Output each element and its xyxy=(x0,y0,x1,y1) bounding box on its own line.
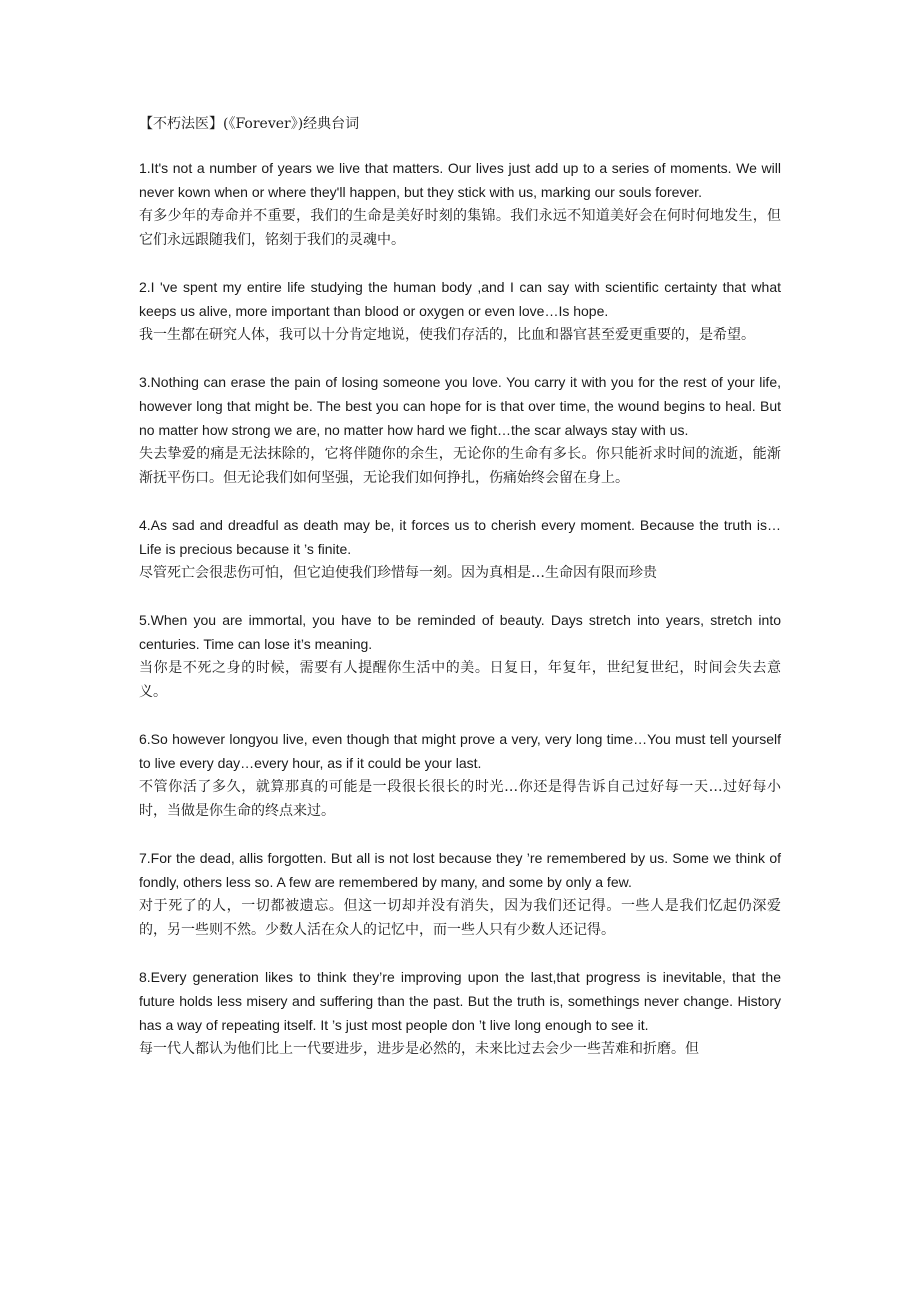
quote-item xyxy=(139,156,781,252)
quote-english: 1.It's not a number of years we live that matters. Our lives just add up to a series of moments. We will never kown when or where they'll happen, but they stick with us, marking our souls forever. xyxy=(139,160,781,200)
quote-item xyxy=(139,727,781,823)
quote-chinese: 当你是不死之身的时候，需要有人提醒你生活中的美。日复日，年复年，世纪复世纪，时间会失去意义。 xyxy=(139,660,781,700)
quote-english: 2.I 've spent my entire life studying the human body ,and I can say with scientific certainty that what keeps us alive, more important than blood or oxygen or even love…Is hope. xyxy=(139,279,781,319)
quote-english: 3.Nothing can erase the pain of losing someone you love. You carry it with you for the rest of your life, however long that might be. The best you can hope for is that over time, the wound begins to heal. But no matter how strong we are, no matter how hard we fight…the scar always stay with us. xyxy=(139,374,781,438)
document-page xyxy=(139,114,781,1084)
quote-english: 4.As sad and dreadful as death may be, it forces us to cherish every moment. Because the truth is…Life is precious because it ’s finite. xyxy=(139,517,781,557)
quote-item xyxy=(139,370,781,490)
quote-item xyxy=(139,608,781,704)
quote-chinese: 尽管死亡会很悲伤可怕，但它迫使我们珍惜每一刻。因为真相是…生命因有限而珍贵 xyxy=(139,565,657,581)
document-title: 【不朽法医】(《Forever》)经典台词 xyxy=(139,116,360,132)
quote-item xyxy=(139,965,781,1061)
quote-english: 5.When you are immortal, you have to be reminded of beauty. Days stretch into years, stretch into centuries. Time can lose it’s meaning. xyxy=(139,612,781,652)
quote-english: 8.Every generation likes to think they’re improving upon the last,that progress is inevitable, that the future holds less misery and suffering than the past. But the truth is, somethings never change. History has a way of repeating itself. It ’s just most people don ’t live long enough to see it. xyxy=(139,969,781,1033)
quote-item xyxy=(139,846,781,942)
quote-english: 6.So however longyou live, even though that might prove a very, very long time…You must tell yourself to live every day…every hour, as if it could be your last. xyxy=(139,731,781,771)
quote-chinese: 不管你活了多久，就算那真的可能是一段很长很长的时光…你还是得告诉自己过好每一天…过好每小时，当做是你生命的终点来过。 xyxy=(139,779,781,819)
quote-chinese: 失去挚爱的痛是无法抹除的，它将伴随你的余生，无论你的生命有多长。你只能祈求时间的流逝，能渐渐抚平伤口。但无论我们如何坚强，无论我们如何挣扎，伤痛始终会留在身上。 xyxy=(139,446,781,486)
quote-chinese: 我一生都在研究人体，我可以十分肯定地说，使我们存活的，比血和器官甚至爱更重要的，是希望。 xyxy=(139,327,755,343)
quote-chinese: 有多少年的寿命并不重要，我们的生命是美好时刻的集锦。我们永远不知道美好会在何时何地发生，但它们永远跟随我们，铭刻于我们的灵魂中。 xyxy=(139,208,781,248)
quote-item xyxy=(139,513,781,585)
quote-item xyxy=(139,275,781,347)
quote-chinese: 每一代人都认为他们比上一代要进步，进步是必然的，未来比过去会少一些苦难和折磨。但 xyxy=(139,1041,699,1057)
quote-chinese: 对于死了的人，一切都被遗忘。但这一切却并没有消失，因为我们还记得。一些人是我们忆起仍深爱的，另一些则不然。少数人活在众人的记忆中，而一些人只有少数人还记得。 xyxy=(139,898,781,938)
quote-english: 7.For the dead, allis forgotten. But all is not lost because they ’re remembered by us. Some we think of fondly, others less so. A few are remembered by many, and some by only a few. xyxy=(139,850,781,890)
